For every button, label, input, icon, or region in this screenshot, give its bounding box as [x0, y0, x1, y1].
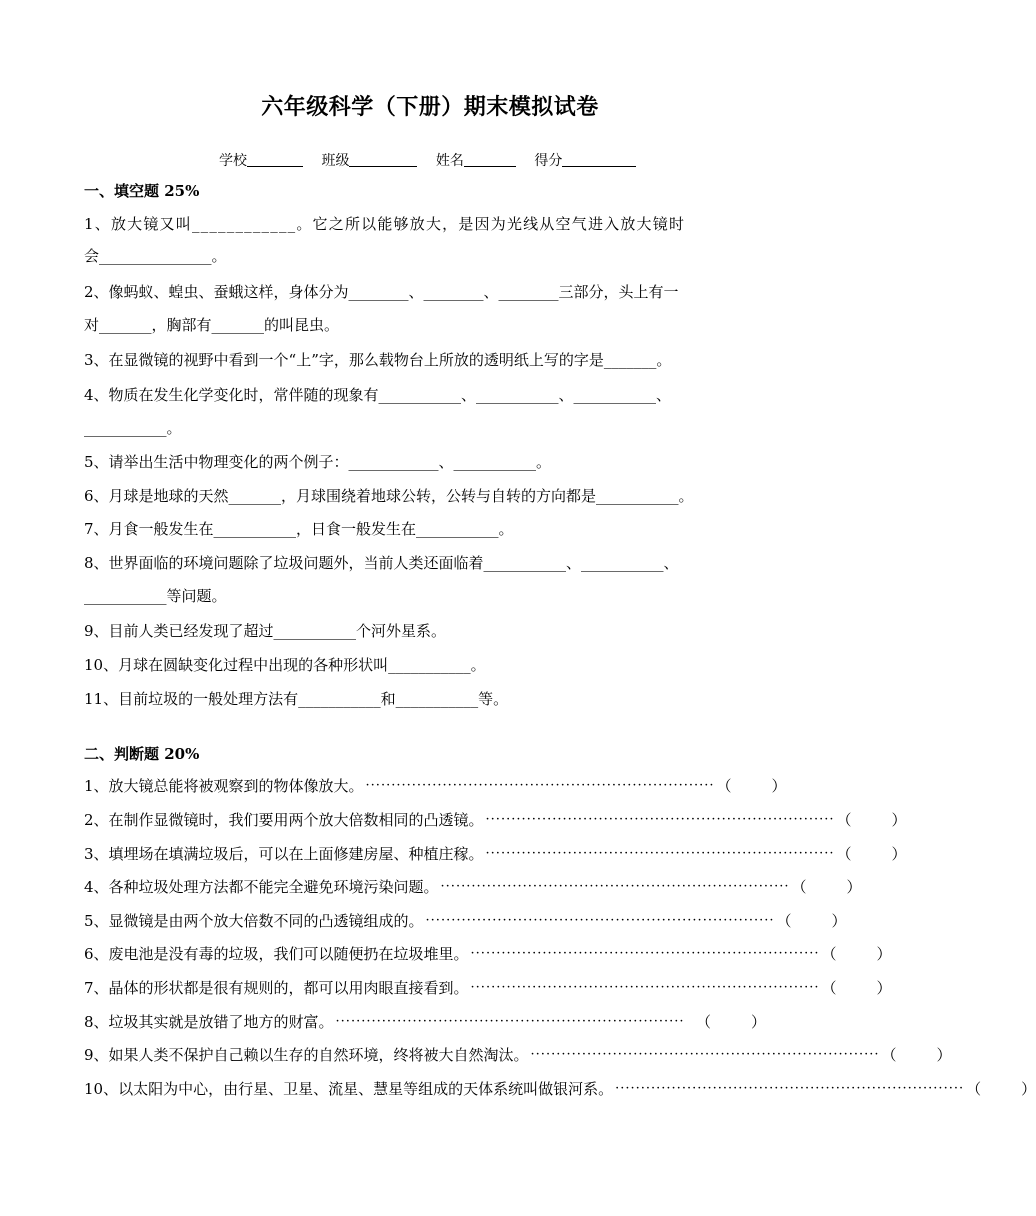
student-info-row: [219, 150, 650, 170]
question-line: 10、月球在圆缺变化过程中出现的各种形状叫___________。: [84, 656, 486, 674]
open-paren: （: [716, 777, 732, 795]
question-line: 3、在显微镜的视野中看到一个“上”字，那么载物台上所放的透明纸上写的字是_______。: [84, 351, 672, 369]
question-line: 6、月球是地球的天然_______，月球围绕着地球公转，公转与自转的方向都是___________。: [84, 487, 694, 505]
true-false-statement: 6、废电池是没有毒的垃圾，我们可以随便扔在垃圾堆里。: [84, 945, 469, 963]
true-false-statement: 5、显微镜是由两个放大倍数不同的凸透镜组成的。: [84, 912, 424, 930]
close-paren: ）: [846, 878, 862, 896]
true-false-statement: 3、填埋场在填满垃圾后，可以在上面修建房屋、种植庄稼。: [84, 845, 484, 863]
question-line: ___________。: [84, 419, 182, 437]
true-false-statement: 1、放大镜总能将被观察到的物体像放大。: [84, 777, 364, 795]
question-line: 11、目前垃圾的一般处理方法有___________和___________等。: [84, 690, 509, 708]
true-false-statement: 4、各种垃圾处理方法都不能完全避免环境污染问题。: [84, 878, 439, 896]
close-paren: ）: [891, 845, 907, 863]
open-paren: （: [881, 1046, 897, 1064]
true-false-item: [84, 943, 892, 965]
dot-leader: ····································································: [615, 1081, 965, 1096]
question-line: [84, 213, 766, 235]
close-paren: ）: [771, 777, 787, 795]
section-heading-fill-blank: 一、填空题 25%: [84, 182, 200, 200]
question-line: 8、世界面临的环境问题除了垃圾问题外，当前人类还面临着___________、___________、: [84, 554, 679, 572]
question-line: 5、请举出生活中物理变化的两个例子：____________、___________。: [84, 453, 552, 471]
answer-parentheses[interactable]: [696, 1011, 766, 1033]
school-field[interactable]: 学校: [219, 150, 303, 170]
open-paren: （: [836, 811, 852, 829]
question-line: ___________等问题。: [84, 587, 227, 605]
dot-leader: ····································································: [485, 846, 835, 861]
question-line: 2、像蚂蚁、蝗虫、蚕蛾这样，身体分为________、________、________三部分，头上有一: [84, 283, 679, 301]
dot-leader: ····································································: [425, 913, 775, 928]
answer-parentheses[interactable]: [717, 775, 787, 797]
true-false-item: [84, 1011, 766, 1033]
true-false-item: [84, 910, 847, 932]
close-paren: ）: [936, 1046, 952, 1064]
dot-leader: ····································································: [470, 980, 820, 995]
true-false-item: [84, 1078, 1036, 1100]
open-paren: （: [776, 912, 792, 930]
dot-leader: ····································································: [470, 946, 820, 961]
open-paren: （: [821, 945, 837, 963]
dot-leader: ····································································: [440, 879, 790, 894]
question-text: 1、放大镜又叫____________。它之所以能够放大，是因为光线从空气进入放大镜时: [84, 215, 686, 233]
answer-parentheses[interactable]: [792, 876, 862, 898]
section-heading-true-false: 二、判断题 20%: [84, 745, 200, 763]
true-false-item: [84, 809, 907, 831]
dot-leader: ····································································: [365, 778, 715, 793]
answer-parentheses[interactable]: [837, 809, 907, 831]
true-false-statement: 9、如果人类不保护自己赖以生存的自然环境，终将被大自然淘汰。: [84, 1046, 529, 1064]
question-line: 对_______，胸部有_______的叫昆虫。: [84, 316, 340, 334]
answer-parentheses[interactable]: [822, 977, 892, 999]
true-false-statement: 2、在制作显微镜时，我们要用两个放大倍数相同的凸透镜。: [84, 811, 484, 829]
close-paren: ）: [876, 945, 892, 963]
class-field[interactable]: 班级: [321, 150, 417, 170]
true-false-statement: 10、以太阳为中心，由行星、卫星、流星、慧星等组成的天体系统叫做银河系。: [84, 1080, 614, 1098]
dot-leader: ····································································: [335, 1014, 685, 1029]
answer-parentheses[interactable]: [822, 943, 892, 965]
open-paren: （: [791, 878, 807, 896]
true-false-item: [84, 843, 907, 865]
true-false-item: [84, 1044, 952, 1066]
close-paren: ）: [831, 912, 847, 930]
answer-parentheses[interactable]: [777, 910, 847, 932]
close-paren: ）: [750, 1013, 766, 1031]
question-line: 4、物质在发生化学变化时，常伴随的现象有___________、___________、___________、: [84, 386, 672, 404]
question-line: 7、月食一般发生在___________，日食一般发生在___________。: [84, 520, 514, 538]
open-paren: （: [821, 979, 837, 997]
dot-leader: ····································································: [530, 1047, 880, 1062]
dot-leader: ····································································: [485, 812, 835, 827]
answer-parentheses[interactable]: [882, 1044, 952, 1066]
answer-parentheses[interactable]: [837, 843, 907, 865]
true-false-statement: 8、垃圾其实就是放错了地方的财富。: [84, 1013, 334, 1031]
open-paren: （: [696, 1013, 712, 1031]
open-paren: （: [966, 1080, 982, 1098]
question-line: 会_______________。: [84, 247, 227, 265]
open-paren: （: [836, 845, 852, 863]
name-field[interactable]: 姓名: [436, 150, 516, 170]
close-paren: ）: [876, 979, 892, 997]
question-line: 9、目前人类已经发现了超过___________个河外星系。: [84, 622, 447, 640]
true-false-item: [84, 775, 787, 797]
score-field[interactable]: 得分: [534, 150, 636, 170]
page-title: 六年级科学（下册）期末模拟试卷: [261, 94, 599, 120]
true-false-item: [84, 876, 862, 898]
true-false-statement: 7、晶体的形状都是很有规则的，都可以用肉眼直接看到。: [84, 979, 469, 997]
answer-parentheses[interactable]: [966, 1078, 1036, 1100]
true-false-item: [84, 977, 892, 999]
close-paren: ）: [891, 811, 907, 829]
close-paren: ）: [1021, 1080, 1036, 1098]
